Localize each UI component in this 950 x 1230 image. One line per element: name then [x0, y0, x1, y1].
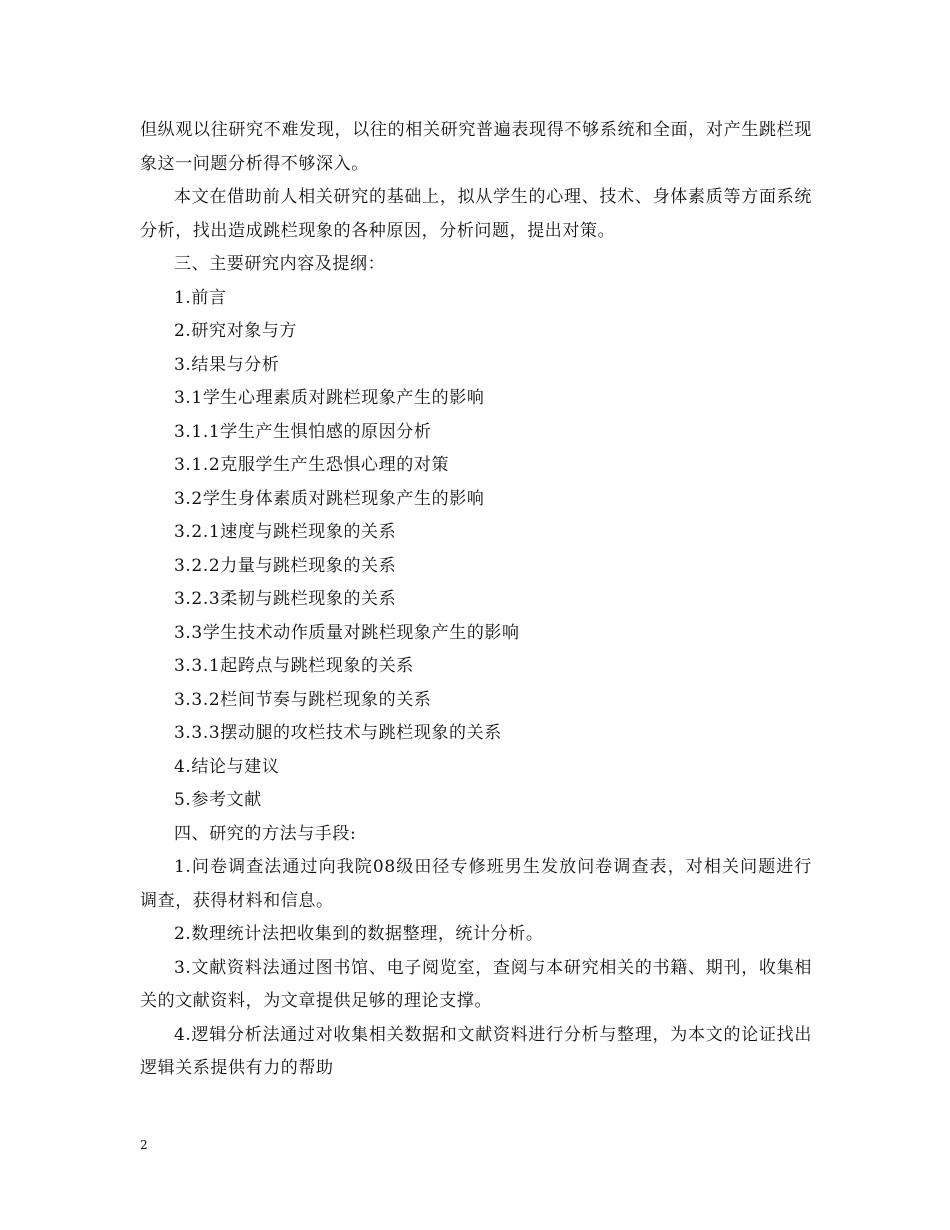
outline-item: 3.结果与分析 [174, 354, 280, 375]
outline-item: 3.3.3摆动腿的攻栏技术与跳栏现象的关系 [174, 723, 502, 743]
paragraph: 但纵观以往研究不难发现，以往的相关研究普遍表现得不够系统和全面，对产生跳栏现象这一问题分析得不够深入。 [140, 120, 812, 174]
method-item: 1.问卷调查法通过向我院08级田径专修班男生发放问卷调查表，对相关问题进行调查，获得材料和信息。 [140, 857, 812, 911]
outline-item: 3.2.3柔韧与跳栏现象的关系 [174, 589, 397, 609]
paragraph: 本文在借助前人相关研究的基础上，拟从学生的心理、技术、身体素质等方面系统分析，找出造成跳栏现象的各种原因，分析问题，提出对策。 [140, 187, 812, 241]
outline-item: 2.研究对象与方 [174, 321, 298, 341]
method-item: 2.数理统计法把收集到的数据整理，统计分析。 [174, 924, 544, 944]
outline-item: 3.2.2力量与跳栏现象的关系 [174, 555, 397, 576]
outline-item: 5.参考文献 [174, 790, 262, 810]
outline-item: 3.1.2克服学生产生恐惧心理的对策 [174, 455, 450, 475]
outline-item: 3.1学生心理素质对跳栏现象产生的影响 [174, 388, 485, 408]
outline-item: 3.3学生技术动作质量对跳栏现象产生的影响 [174, 622, 520, 643]
method-item: 3.文献资料法通过图书馆、电子阅览室，查阅与本研究相关的书籍、期刊，收集相关的文献资料，为文章提供足够的理论支撑。 [140, 957, 812, 1011]
method-item: 4.逻辑分析法通过对收集相关数据和文献资料进行分析与整理，为本文的论证找出逻辑关系提供有力的帮助 [140, 1024, 812, 1078]
document-body [140, 114, 812, 1086]
outline-item: 3.2.1速度与跳栏现象的关系 [174, 522, 397, 542]
outline-item: 3.2学生身体素质对跳栏现象产生的影响 [174, 488, 485, 509]
outline-item: 1.前言 [174, 287, 227, 308]
outline-item: 3.3.2栏间节奏与跳栏现象的关系 [174, 689, 432, 710]
section-heading: 四、研究的方法与手段: [174, 823, 357, 844]
outline-item: 4.结论与建议 [174, 756, 280, 777]
outline-item: 3.3.1起跨点与跳栏现象的关系 [174, 656, 414, 676]
outline-item: 3.1.1学生产生惧怕感的原因分析 [174, 421, 432, 442]
page-number: 2 [140, 1138, 148, 1152]
section-heading: 三、主要研究内容及提纲： [174, 254, 386, 274]
